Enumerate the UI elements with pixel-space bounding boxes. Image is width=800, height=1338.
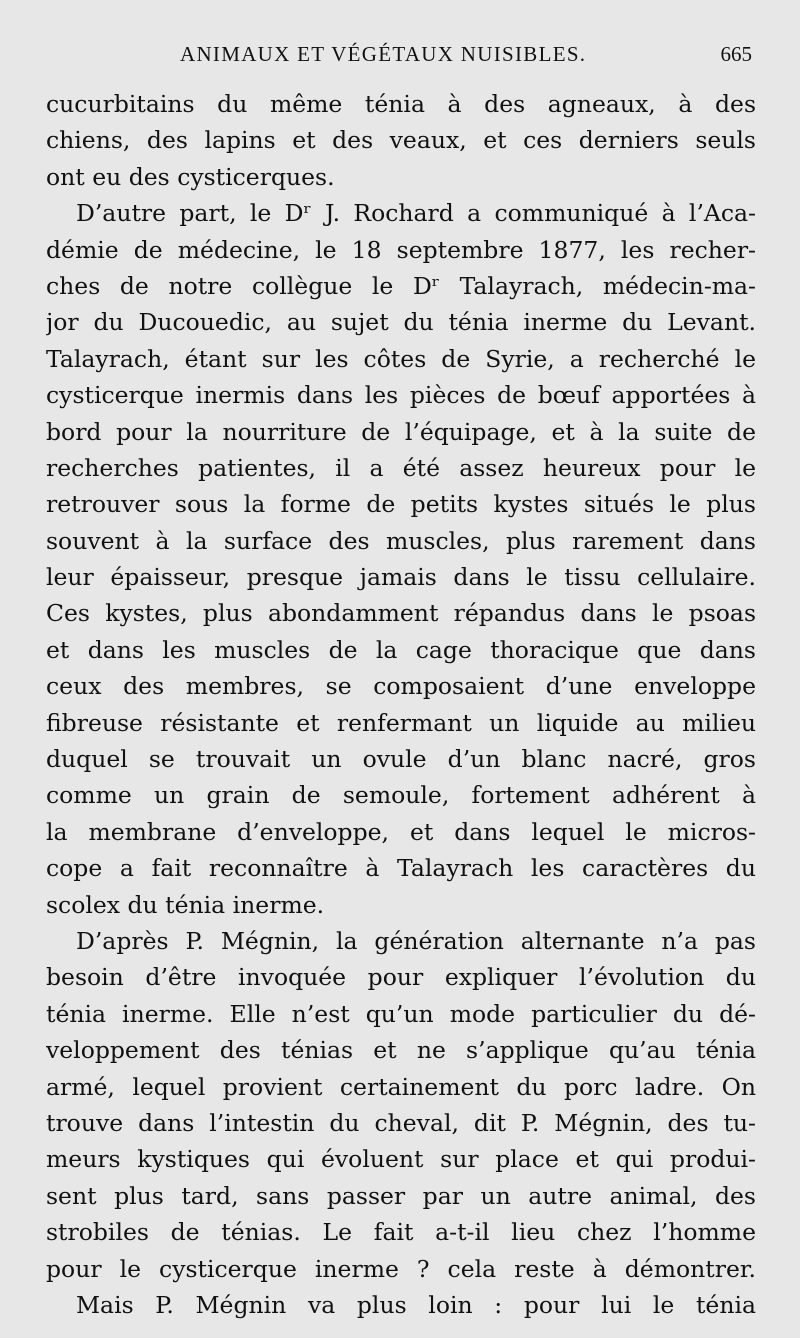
text-line: fibreuse résistante et renfermant un liquide au milieu — [46, 708, 756, 737]
text-line: cope a fait reconnaître à Talayrach les caractères du — [46, 854, 756, 883]
text-line: meurs kystiques qui évoluent sur place et qui produi- — [46, 1145, 756, 1174]
text-line: bord pour la nourriture de l’équipage, et à la suite de — [46, 417, 756, 446]
text-line: armé, lequel provient certainement du porc ladre. On — [46, 1072, 756, 1101]
page-header — [0, 42, 800, 72]
text-line: ches de notre collègue le Dʳ Talayrach, médecin-ma- — [46, 271, 756, 300]
text-line: ténia inerme. Elle n’est qu’un mode particulier du dé- — [46, 999, 756, 1028]
text-line: Mais P. Mégnin va plus loin : pour lui le ténia — [76, 1290, 756, 1319]
text-line: sent plus tard, sans passer par un autre animal, des — [46, 1181, 756, 1210]
body-text — [46, 86, 756, 1323]
text-line: comme un grain de semoule, fortement adhérent à — [46, 781, 756, 810]
text-line: D’après P. Mégnin, la génération alternante n’a pas — [76, 926, 756, 955]
text-line: démie de médecine, le 18 septembre 1877, les recher- — [46, 235, 756, 264]
text-line: cucurbitains du même ténia à des agneaux, à des — [46, 90, 756, 118]
text-line: leur épaisseur, presque jamais dans le tissu cellulaire. — [46, 563, 756, 592]
text-line: cysticerque inermis dans les pièces de bœuf apportées à — [46, 381, 756, 410]
text-line: duquel se trouvait un ovule d’un blanc nacré, gros — [46, 745, 756, 774]
text-line: jor du Ducouedic, au sujet du ténia inerme du Levant. — [46, 308, 756, 337]
text-line: ont eu des cysticerques. — [46, 162, 335, 191]
text-line: Talayrach, étant sur les côtes de Syrie, a recherché le — [46, 344, 756, 373]
text-line: ceux des membres, se composaient d’une enveloppe — [46, 672, 756, 701]
text-line: veloppement des ténias et ne s’applique qu’au ténia — [46, 1036, 756, 1065]
text-line: et dans les muscles de la cage thoracique que dans — [46, 635, 756, 664]
text-line: retrouver sous la forme de petits kystes situés le plus — [46, 490, 756, 519]
text-line: souvent à la surface des muscles, plus rarement dans — [46, 526, 756, 555]
text-line: pour le cysticerque inerme ? cela reste à démontrer. — [46, 1254, 756, 1283]
text-line: recherches patientes, il a été assez heureux pour le — [46, 453, 756, 482]
text-line: la membrane d’enveloppe, et dans lequel le micros- — [46, 817, 756, 846]
text-line: besoin d’être invoquée pour expliquer l’évolution du — [46, 963, 756, 992]
text-line: D’autre part, le Dʳ J. Rochard a communiqué à l’Aca- — [76, 199, 756, 228]
text-line: Ces kystes, plus abondamment répandus dans le psoas — [46, 599, 756, 628]
text-line: strobiles de ténias. Le fait a-t-il lieu chez l’homme — [46, 1218, 756, 1247]
running-title: ANIMAUX ET VÉGÉTAUX NUISIBLES. — [180, 42, 587, 66]
page-number: 665 — [720, 42, 752, 66]
text-line: chiens, des lapins et des veaux, et ces derniers seuls — [46, 126, 756, 155]
text-line: trouve dans l’intestin du cheval, dit P. Mégnin, des tu- — [46, 1108, 756, 1137]
text-line: scolex du ténia inerme. — [46, 890, 325, 919]
